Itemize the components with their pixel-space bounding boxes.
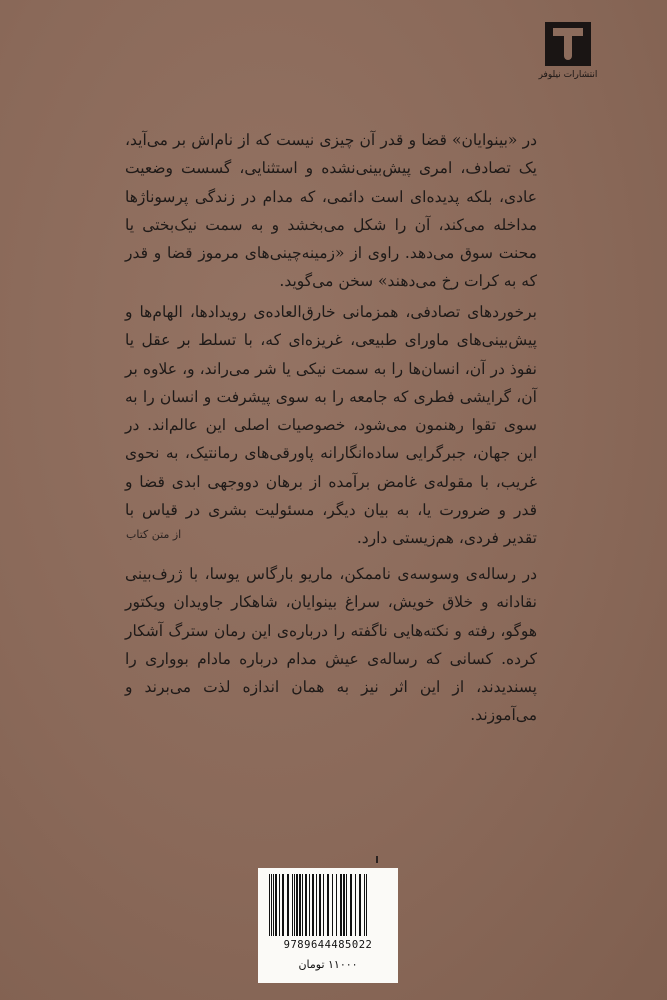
barcode-bar <box>364 874 365 936</box>
source-note: از متن کتاب <box>126 528 182 541</box>
barcode-bar <box>296 874 298 936</box>
barcode-bar <box>279 874 280 936</box>
publisher-logo <box>532 22 604 84</box>
publisher-name: انتشارات نیلوفر <box>538 70 598 80</box>
paragraph-coincidences: برخوردهای تصادفی، همزمانی خارق‌العاده‌ی رویدادها، الهام‌ها و پیش‌بینی‌های ماورای طبیعی، غریزه‌ای که، با تسلط بر عقل یا نفوذ در آن، انسان‌ها را به سمت نیکی یا شر می‌راند، و، علاوه بر آن، گرایشی فطری که جامعه را به سوی پیشرفت و انسان را به سوی تقوا رهنمون می‌شود، خصوصیات اصلی این عالم‌اند. در این جهان، جبرگرایی ساده‌انگارانه پاورقی‌های رمانتیک، به نحوی غریب، با مقوله‌ی غامض برآمده از برهان دووجهی ابدی قضا و قدر و ضرورت یا، به بیان دیگر، مسئولیت بشری در قیاس با تقدیر فردی، هم‌زیستی دارد. <box>125 303 537 548</box>
barcode-bar <box>271 874 272 936</box>
barcode-bar <box>269 874 270 936</box>
barcode-bar <box>355 874 356 936</box>
barcode-bar <box>299 874 301 936</box>
isbn-number: 9789644485022 <box>283 939 373 951</box>
niloufar-publisher-logo-icon <box>545 22 591 66</box>
barcode-bar <box>350 874 352 936</box>
barcode-bar <box>332 874 333 936</box>
barcode-bar <box>366 874 367 936</box>
barcode-bar <box>294 874 295 936</box>
barcode-bar <box>319 874 321 936</box>
barcode-bar <box>343 874 345 936</box>
barcode-bar <box>302 874 303 936</box>
barcode-bar <box>287 874 289 936</box>
barcode-bar <box>340 874 342 936</box>
barcode-image <box>266 874 390 936</box>
barcode-bar <box>336 874 337 936</box>
paragraph-fatalism: در «بینوایان» قضا و قدر آن چیزی نیست که از نام‌اش بر می‌آید، یک تصادف، امری پیش‌بینی‌نشده و استثنایی، گسست وضعیت عادی، بلکه پدیده‌ای است دائمی، که مدام در زندگی پرسوناژها مداخله می‌کند، آن را شکل می‌بخشد و به سمت نیک‌بختی یا محنت سوق می‌دهد. راوی از «زمینه‌چینی‌های مرموز قضا و قدر که به کرات رخ می‌دهند» سخن می‌گوید. <box>125 131 537 291</box>
barcode-bar <box>275 874 277 936</box>
barcode-bar <box>323 874 324 936</box>
barcode-bar <box>309 874 310 936</box>
barcode-bar <box>359 874 361 936</box>
barcode-bar <box>305 874 307 936</box>
barcode-bar <box>316 874 317 936</box>
paragraph-about-book: در رساله‌ی وسوسه‌ی ناممکن، ماریو بارگاس یوسا، با ژرف‌بینی نقادانه و خلاق خویش، سراغ بینوایان، شاهکار جاویدان ویکتور هوگو، رفته و نکته‌هایی ناگفته را درباره‌ی این رمان سترگ آشکار کرده. کسانی که رساله‌ی عیش مدام درباره مادام بوواری را پسندیدند، از این اثر نیز به همان اندازه لذت می‌برند و می‌آموزند. <box>125 565 537 725</box>
barcode-bar <box>327 874 329 936</box>
barcode-bar <box>312 874 314 936</box>
barcode-bar <box>346 874 347 936</box>
barcode-sticker <box>258 868 398 983</box>
small-mark <box>376 856 378 863</box>
price-label: ۱۱۰۰۰ تومان <box>298 958 358 971</box>
barcode-bar <box>282 874 284 936</box>
barcode-bar <box>273 874 274 936</box>
barcode-bar <box>292 874 293 936</box>
